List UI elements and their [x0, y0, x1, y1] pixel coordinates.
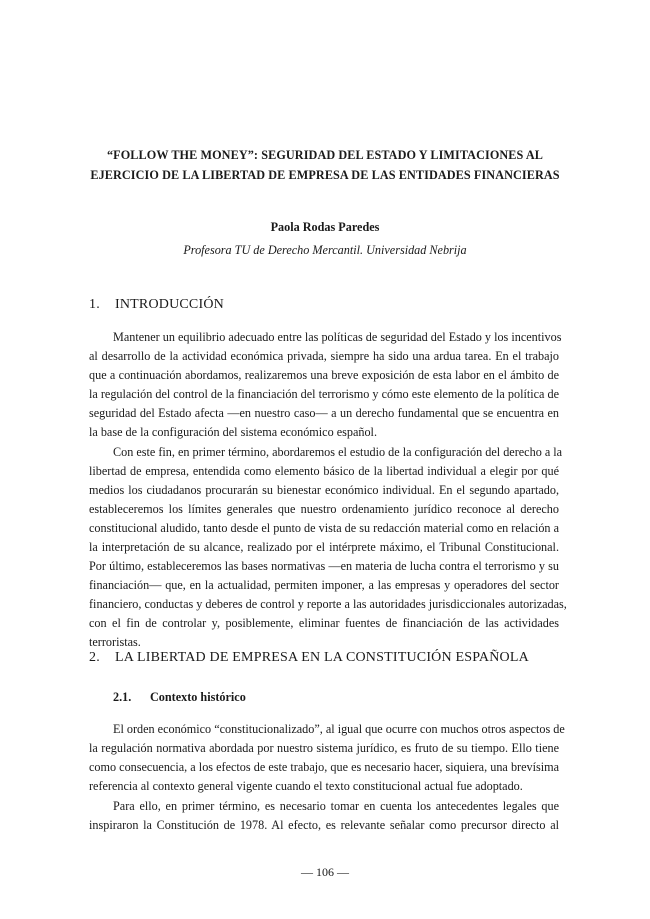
section-title: LA LIBERTAD DE EMPRESA EN LA CONSTITUCIÓN ESPAÑOLA	[115, 650, 529, 665]
page-number: — 106 —	[301, 865, 349, 879]
paragraph-line: seguridad del Estado afecta —en nuestro caso— a un derecho fundamental que se encuentra en	[89, 406, 559, 420]
paragraph-line: la regulación del control de la financiación del terrorismo y cómo este elemento de la política de	[89, 387, 559, 401]
paragraph-line: terroristas.	[89, 635, 141, 649]
paragraph-line: Mantener un equilibrio adecuado entre las políticas de seguridad del Estado y los incentivos	[113, 330, 562, 344]
article-title	[60, 145, 590, 185]
paragraph-line: la base de la configuración del sistema económico español.	[89, 425, 377, 439]
paragraph-line: al desarrollo de la actividad económica privada, siempre ha sido una ardua tarea. En el trabajo	[89, 349, 559, 363]
article-title-line: EJERCICIO DE LA LIBERTAD DE EMPRESA DE LAS ENTIDADES FINANCIERAS	[90, 168, 560, 182]
author-affiliation: Profesora TU de Derecho Mercantil. Universidad Nebrija	[183, 243, 467, 257]
paragraph-line: estableceremos los límites generales que nuestro ordenamiento jurídico reconoce al derecho	[89, 502, 559, 516]
paragraph	[89, 328, 562, 442]
paragraph-line: Por último, estableceremos las bases normativas —en materia de lucha contra el terrorismo y su	[89, 559, 559, 573]
subsection-heading-contexto-historico	[113, 689, 246, 705]
paragraph-line: la regulación normativa abordada por nuestro sistema jurídico, es fruto de su tiempo. Ello tiene	[89, 741, 559, 755]
paragraph-line: con el fin de controlar y, posiblemente, eliminar fuentes de financiación de las actividades	[89, 616, 559, 630]
paragraph-line: medios los ciudadanos procurarán su bienestar económico individual. En el segundo apartado,	[89, 483, 559, 497]
paragraph-line: constitucional aludido, tanto desde el punto de vista de su redacción material como en relación a	[89, 521, 559, 535]
paragraph	[89, 443, 567, 652]
paragraph-line: que a continuación abordamos, realizaremos una breve exposición de esta labor en el ámbito de	[89, 368, 559, 382]
paragraph-line: financiación— que, en la actualidad, permiten imponer, a las empresas y operadores del sector	[89, 578, 559, 592]
paragraph-line: Con este fin, en primer término, abordaremos el estudio de la configuración del derecho a la	[113, 445, 563, 459]
paragraph-line: la interpretación de su alcance, realizado por el intérprete máximo, el Tribunal Constitucional.	[89, 540, 559, 554]
article-title-line: “FOLLOW THE MONEY”: SEGURIDAD DEL ESTADO Y LIMITACIONES AL	[106, 148, 544, 162]
paragraph	[89, 720, 565, 796]
paragraph-line: Para ello, en primer término, es necesario tomar en cuenta los antecedentes legales que	[113, 799, 559, 813]
paragraph-line: libertad de empresa, entendida como elemento básico de la libertad individual a elegir por qué	[89, 464, 559, 478]
paragraph-line: financiero, conductas y deberes de control y reporte a las autoridades jurisdiccionales autorizadas,	[89, 597, 567, 611]
subsection-number: 2.1.	[113, 690, 132, 704]
section-title: INTRODUCCIÓN	[115, 297, 224, 312]
paragraph-line: como consecuencia, a los efectos de este trabajo, que es necesario hacer, siquiera, una brevísima	[89, 760, 559, 774]
paragraph-line: referencia al contexto general vigente cuando el texto constitucional actual fue adoptado.	[89, 779, 523, 793]
paragraph-line: El orden económico “constitucionalizado”, al igual que ocurre con muchos otros aspectos de	[113, 722, 565, 736]
section-number: 2.	[89, 650, 100, 665]
subsection-title: Contexto histórico	[150, 690, 246, 704]
section-number: 1.	[89, 297, 100, 312]
author-name: Paola Rodas Paredes	[270, 220, 380, 234]
paragraph	[89, 797, 559, 835]
section-heading-introduccion	[89, 296, 224, 314]
section-heading-libertad-de-empresa	[89, 649, 529, 667]
paragraph-line: inspiraron la Constitución de 1978. Al efecto, es relevante señalar como precursor directo al	[89, 818, 559, 832]
